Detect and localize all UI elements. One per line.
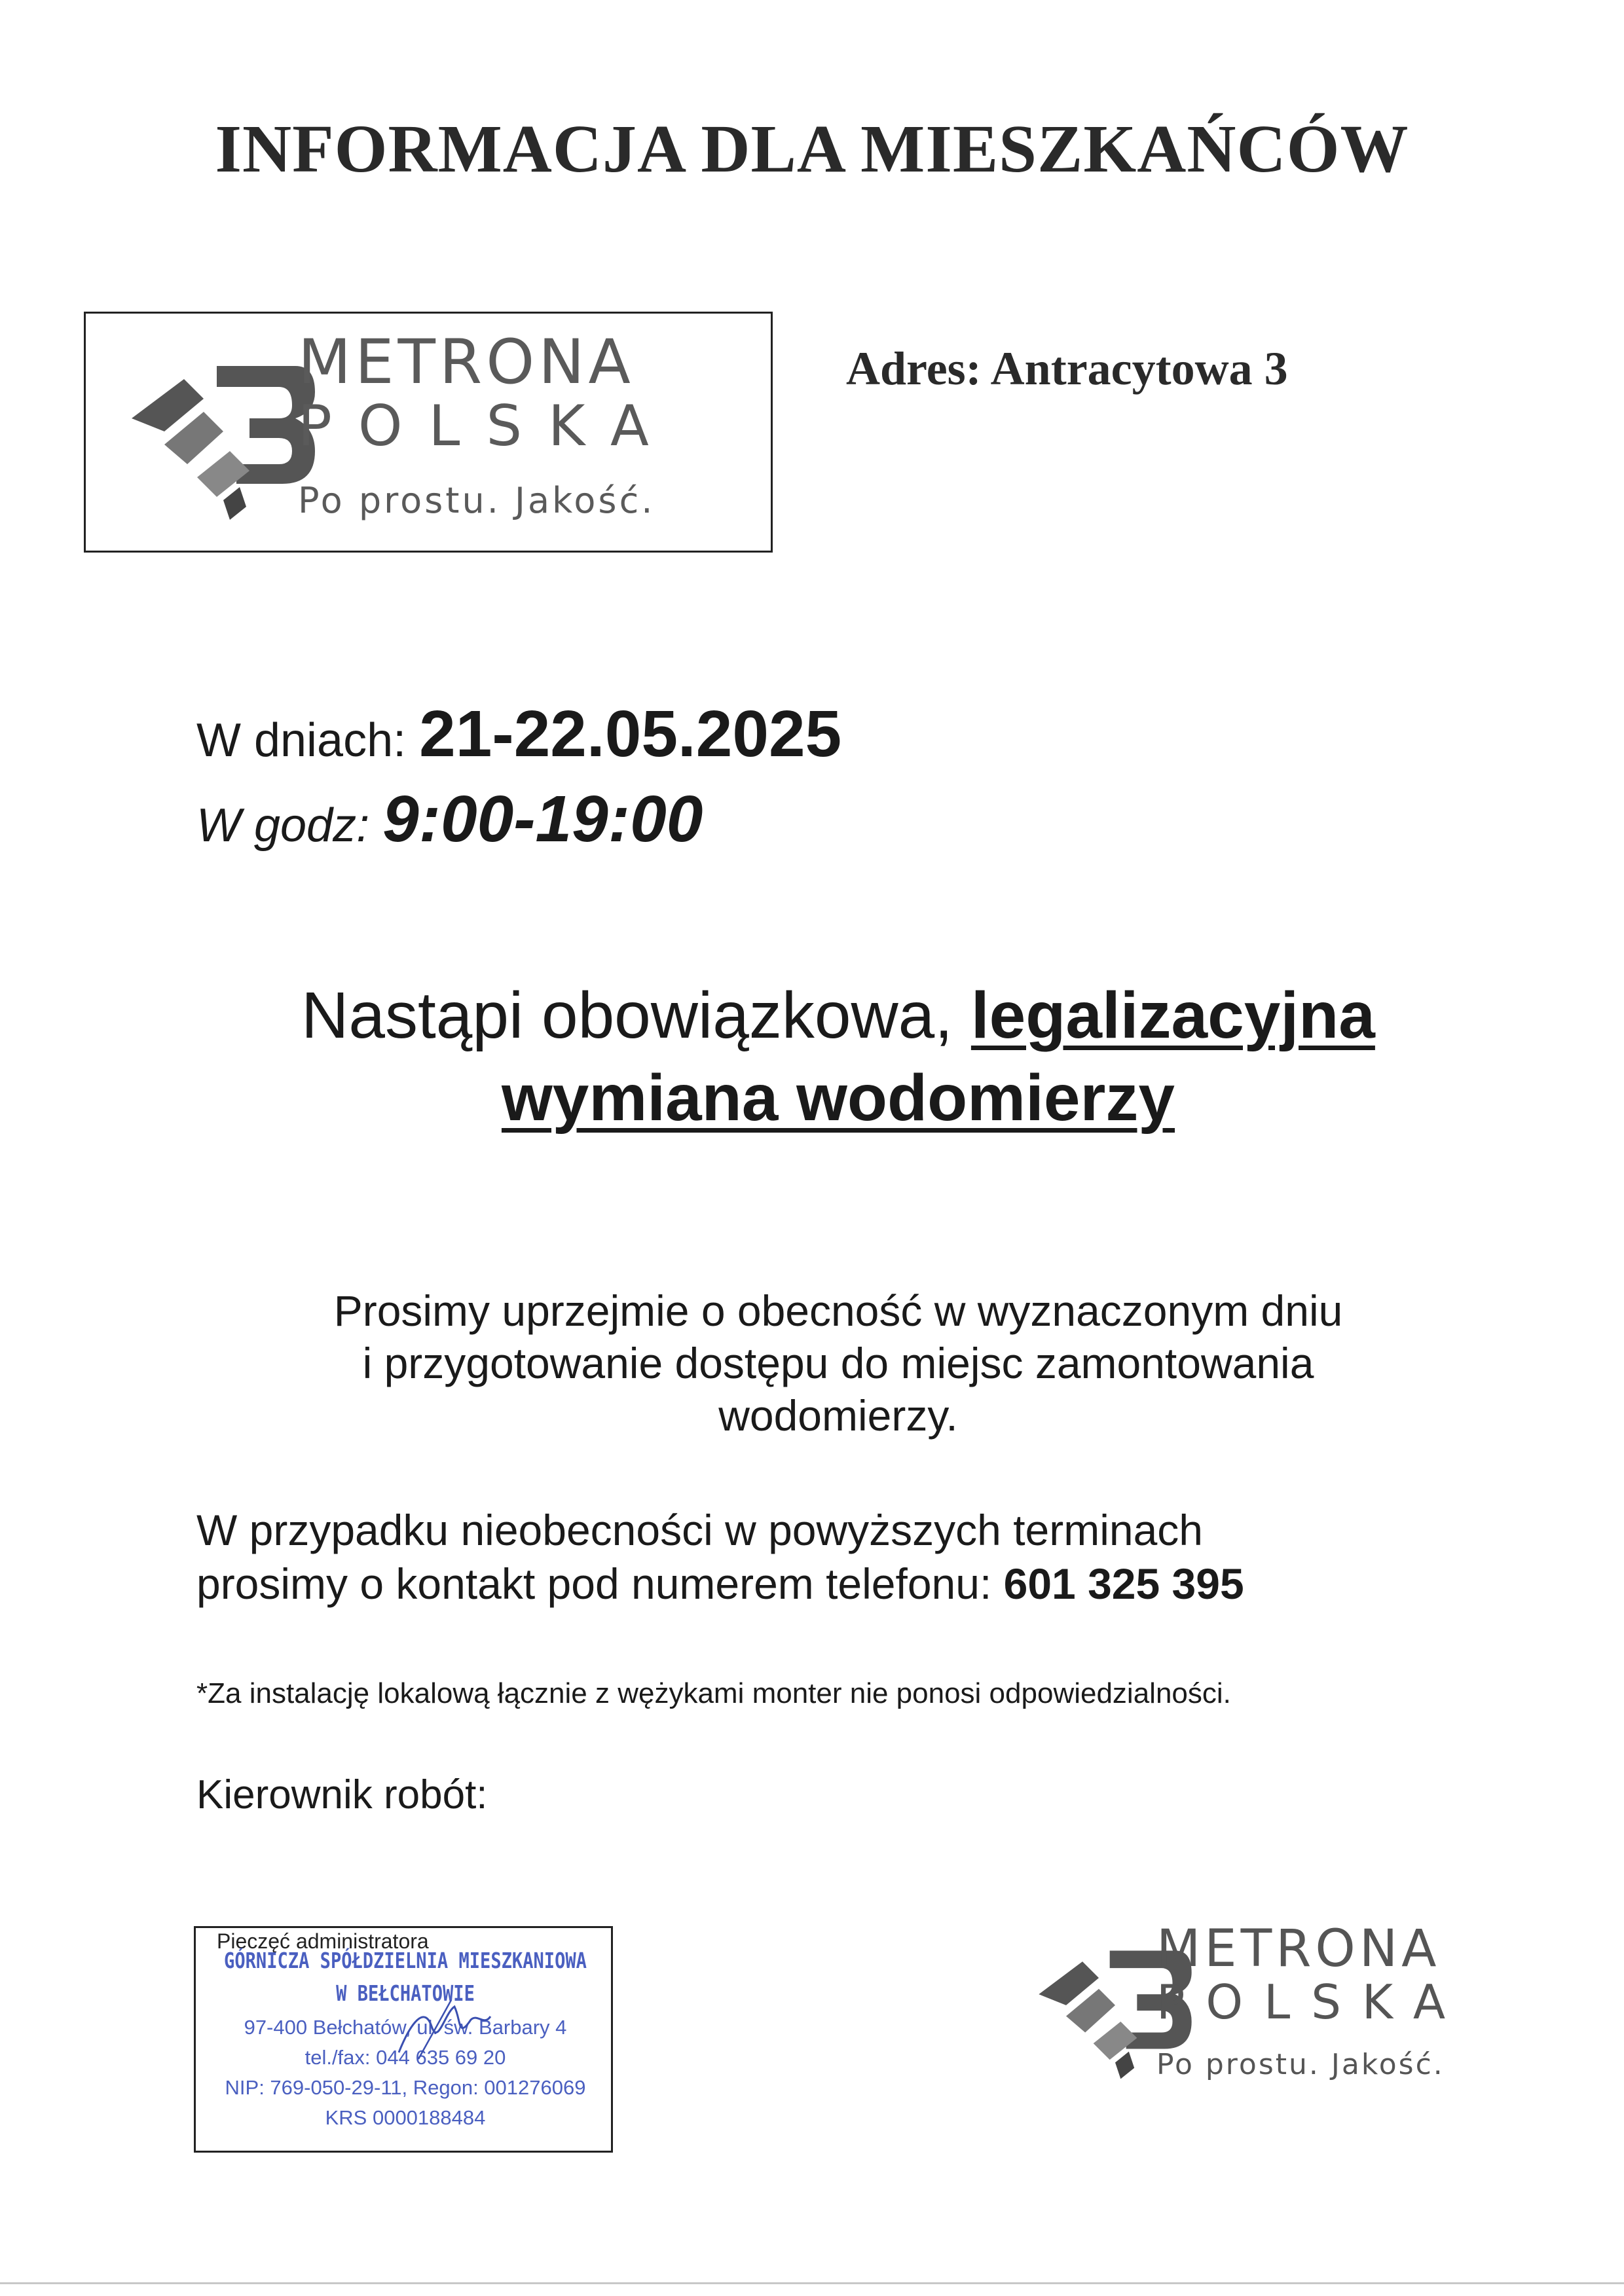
stamp-tel: tel./fax: 044 635 69 20 [304,2046,506,2069]
phone-number: 601 325 395 [1003,1559,1244,1608]
stamp-org-line-2: W BEŁCHATOWIE [336,1980,475,2006]
liability-note: *Za instalację lokalową łącznie z wężykami monter nie ponosi odpowiedzialności. [196,1677,1231,1709]
logo-word-polska: POLSKA [1156,1975,1467,2030]
stamp-label: Pieczęć administratora [217,1929,429,1953]
page-bottom-border [0,2282,1624,2284]
logo-tagline: Po prostu. Jakość. [1156,2048,1445,2081]
request-line-3: wodomierzy. [718,1391,958,1440]
hours-line [196,782,703,857]
logo-word-polska: POLSKA [298,393,675,459]
stamp-org-line-1: GÓRNICZA SPÓŁDZIELNIA MIESZKANIOWA [224,1948,587,1973]
stamp-address: 97-400 Bełchatów, ul. św. Barbary 4 [244,2016,567,2039]
logo-word-metrona: METRONA [298,327,635,398]
headline-underlined-1: legalizacyjna [970,979,1375,1052]
headline [196,974,1480,1139]
metrona-logo-bottom [1033,1920,1518,2129]
request-line-2: i przygotowanie dostępu do miejsc zamontowania [362,1339,1314,1387]
dates-label: W dniach: [196,714,407,767]
metrona-logo-box [84,312,773,553]
contact-line-1: W przypadku nieobecności w powyższych terminach [196,1506,1203,1554]
logo-word-metrona: METRONA [1156,1920,1441,1978]
dates-value: 21-22.05.2025 [419,697,842,771]
signature-icon [392,1994,497,2066]
stamp-nip: NIP: 769-050-29-11, Regon: 001276069 [225,2076,586,2099]
hours-value: 9:00-19:00 [382,782,703,856]
contact-paragraph [196,1503,1467,1611]
administrator-stamp-box [194,1926,613,2153]
headline-plain: Nastąpi obowiązkowa, [301,979,953,1052]
page-title: INFORMACJA DLA MIESZKAŃCÓW [215,111,1409,187]
logo-tagline: Po prostu. Jakość. [298,480,655,521]
hours-label: W godz: [196,799,370,852]
headline-underlined-2: wymiana wodomierzy [501,1061,1175,1135]
dates-line [196,697,841,772]
manager-label: Kierownik robót: [196,1772,488,1817]
metrona-logo-icon [125,346,322,523]
stamp-krs: KRS 0000188484 [325,2106,486,2129]
address: Adres: Antracytowa 3 [846,342,1288,395]
contact-line-2: prosimy o kontakt pod numerem telefonu: [196,1559,992,1608]
request-line-1: Prosimy uprzejmie o obecność w wyznaczonym dniu [333,1286,1343,1335]
request-paragraph [262,1285,1414,1442]
